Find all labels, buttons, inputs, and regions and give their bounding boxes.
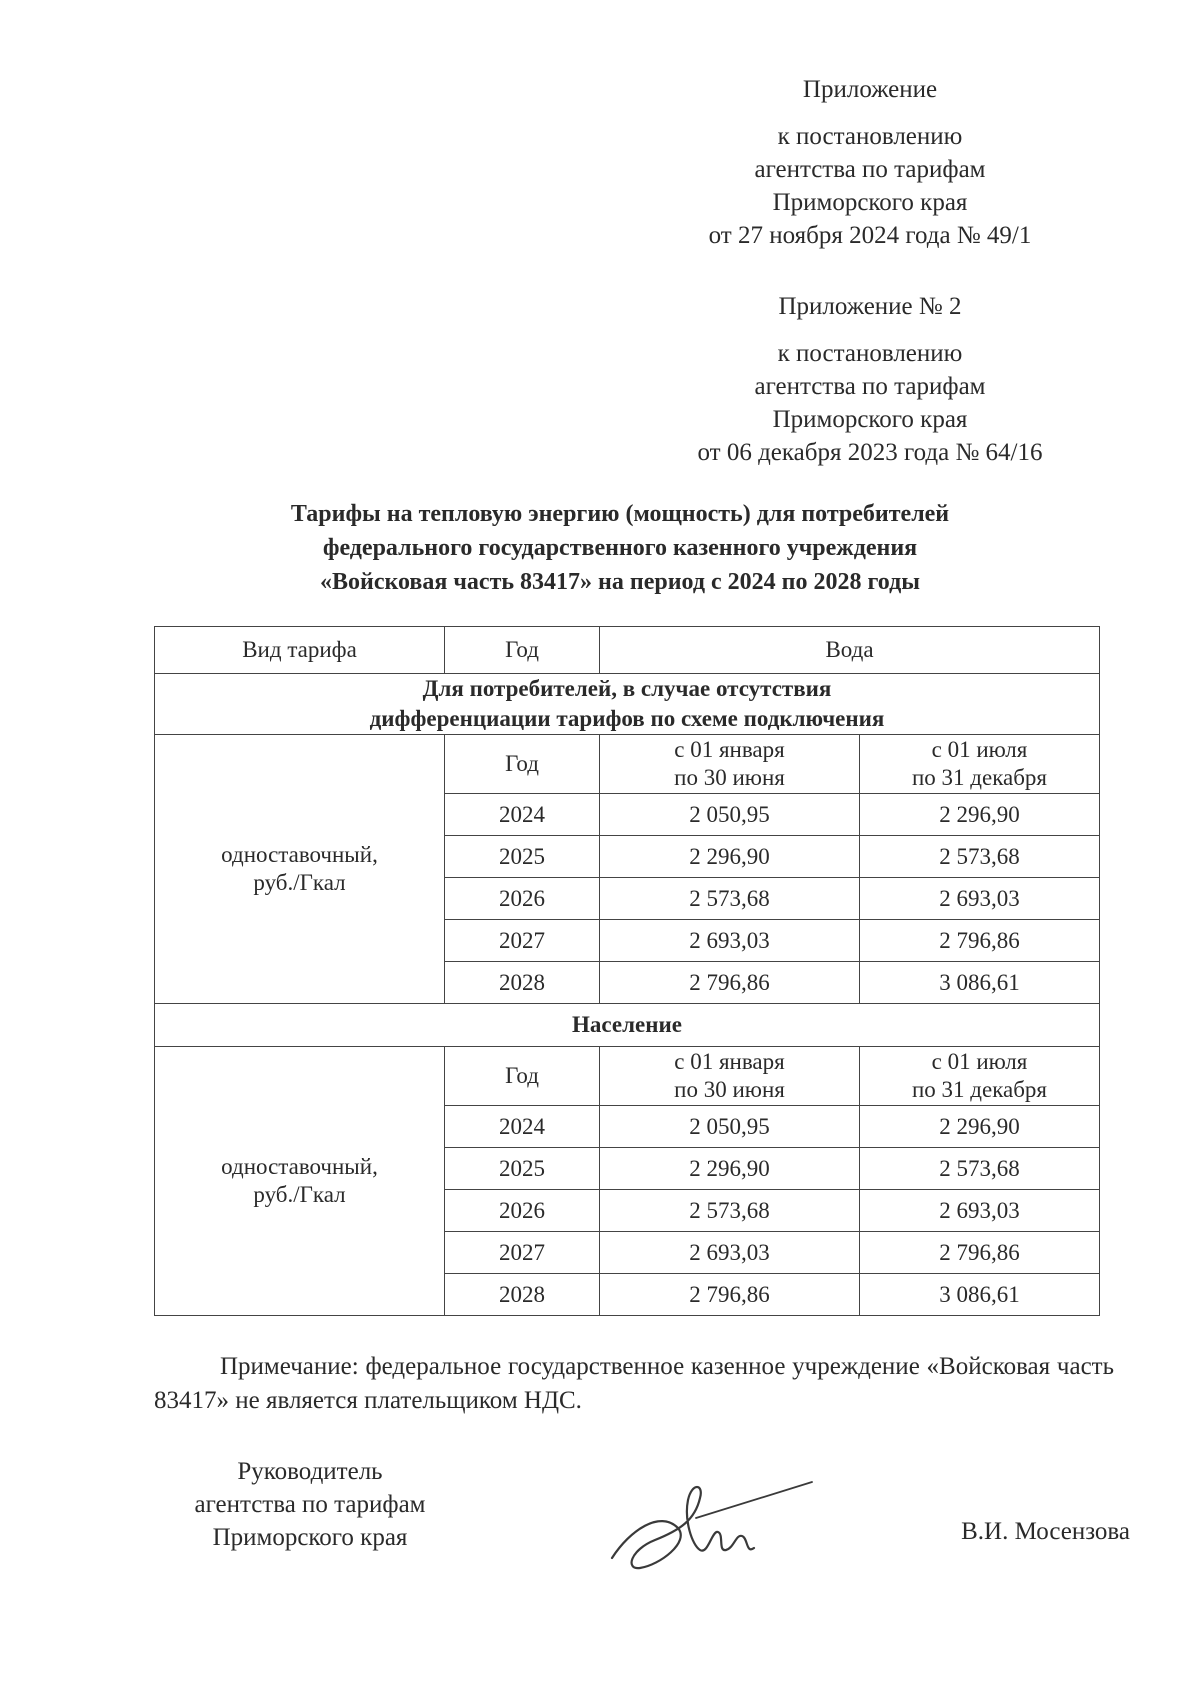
tariff-h2-cell: 2 796,86: [860, 1232, 1100, 1274]
year-cell: 2025: [445, 836, 600, 878]
subheader-row: [155, 735, 1100, 794]
tariff-h2-cell: 2 573,68: [860, 1148, 1100, 1190]
tariff-h2-cell: 2 296,90: [860, 794, 1100, 836]
tariff-h2-cell: 2 693,03: [860, 1190, 1100, 1232]
year-cell: 2026: [445, 878, 600, 920]
header-tariff-type: Вид тарифа: [155, 627, 445, 674]
tariff-unit: руб./Гкал: [253, 870, 346, 895]
appendix-title: Приложение № 2: [778, 293, 962, 320]
table-header-row: [155, 627, 1100, 674]
appendix-date: от 06 декабря 2023 года № 64/16: [697, 439, 1043, 466]
appendix-block-2: [660, 290, 1080, 469]
period-line: с 01 января: [674, 737, 785, 762]
appendix-title: Приложение: [802, 76, 938, 103]
handwritten-signature: [600, 1470, 820, 1590]
section-title-line: Для потребителей, в случае отсутствия: [422, 676, 832, 701]
year-cell: 2024: [445, 1106, 600, 1148]
position-line: Руководитель: [237, 1458, 383, 1485]
appendix-line: агентства по тарифам: [754, 373, 986, 400]
period-line: по 31 декабря: [911, 765, 1048, 790]
tariff-h2-cell: 3 086,61: [860, 1274, 1100, 1316]
tariff-h2-cell: 2 573,68: [860, 836, 1100, 878]
subheader-period-2: [860, 735, 1100, 794]
title-line: Тарифы на тепловую энергию (мощность) для потребителей: [290, 501, 950, 527]
year-cell: 2028: [445, 1274, 600, 1316]
tariff-h2-cell: 2 796,86: [860, 920, 1100, 962]
period-line: по 30 июня: [674, 765, 785, 790]
tariff-h2-cell: 2 296,90: [860, 1106, 1100, 1148]
year-cell: 2026: [445, 1190, 600, 1232]
year-cell: 2027: [445, 920, 600, 962]
tariff-h1-cell: 2 796,86: [600, 1274, 860, 1316]
period-line: с 01 июля: [931, 1049, 1028, 1074]
signatory-position: [160, 1455, 460, 1554]
note-paragraph: Примечание: федеральное государственное казенное учреждение «Войсковая часть 83417» не является плательщиком НДС.: [154, 1353, 1114, 1414]
title-line: федерального государственного казенного учреждения: [322, 535, 918, 561]
year-cell: 2028: [445, 962, 600, 1004]
tariff-h1-cell: 2 050,95: [600, 794, 860, 836]
tariff-h1-cell: 2 296,90: [600, 1148, 860, 1190]
tariff-h1-cell: 2 693,03: [600, 1232, 860, 1274]
appendix-line: Приморского края: [772, 406, 968, 433]
tariff-h1-cell: 2 796,86: [600, 962, 860, 1004]
subheader-period-1: [600, 735, 860, 794]
year-cell: 2027: [445, 1232, 600, 1274]
tariff-h1-cell: 2 693,03: [600, 920, 860, 962]
appendix-block-1: [660, 73, 1080, 252]
tariff-h2-cell: 3 086,61: [860, 962, 1100, 1004]
tariff-unit: руб./Гкал: [253, 1182, 346, 1207]
document-title: [150, 497, 1090, 599]
appendix-line: Приморского края: [772, 189, 968, 216]
tariff-table: [154, 626, 1100, 1316]
appendix-line: агентства по тарифам: [754, 156, 986, 183]
subheader-year: Год: [445, 1047, 600, 1106]
position-line: агентства по тарифам: [194, 1491, 426, 1518]
tariff-h1-cell: 2 573,68: [600, 878, 860, 920]
tariff-h1-cell: 2 050,95: [600, 1106, 860, 1148]
section-title: Население: [155, 1004, 1100, 1047]
tariff-h1-cell: 2 573,68: [600, 1190, 860, 1232]
period-line: с 01 июля: [931, 737, 1028, 762]
period-line: с 01 января: [674, 1049, 785, 1074]
year-cell: 2024: [445, 794, 600, 836]
tariff-type: одноставочный,: [221, 842, 378, 867]
tariff-type-cell: [155, 1047, 445, 1316]
tariff-type: одноставочный,: [221, 1154, 378, 1179]
position-line: Приморского края: [212, 1524, 408, 1551]
period-line: по 30 июня: [674, 1077, 785, 1102]
tariff-type-cell: [155, 735, 445, 1004]
tariff-h1-cell: 2 296,90: [600, 836, 860, 878]
section-title-line: дифференциации тарифов по схеме подключения: [369, 706, 885, 731]
tariff-h2-cell: 2 693,03: [860, 878, 1100, 920]
appendix-line: к постановлению: [777, 340, 963, 367]
subheader-period-1: [600, 1047, 860, 1106]
year-cell: 2025: [445, 1148, 600, 1190]
period-line: по 31 декабря: [911, 1077, 1048, 1102]
signatory-name: В.И. Мосензова: [961, 1518, 1130, 1545]
section-title: [155, 674, 1100, 735]
section-title-row: [155, 674, 1100, 735]
header-year: Год: [445, 627, 600, 674]
section-title-row: [155, 1004, 1100, 1047]
title-line: «Войсковая часть 83417» на период с 2024 по 2028 годы: [320, 569, 920, 595]
appendix-date: от 27 ноября 2024 года № 49/1: [708, 222, 1032, 249]
appendix-line: к постановлению: [777, 123, 963, 150]
subheader-year: Год: [445, 735, 600, 794]
subheader-period-2: [860, 1047, 1100, 1106]
subheader-row: [155, 1047, 1100, 1106]
header-water: Вода: [600, 627, 1100, 674]
